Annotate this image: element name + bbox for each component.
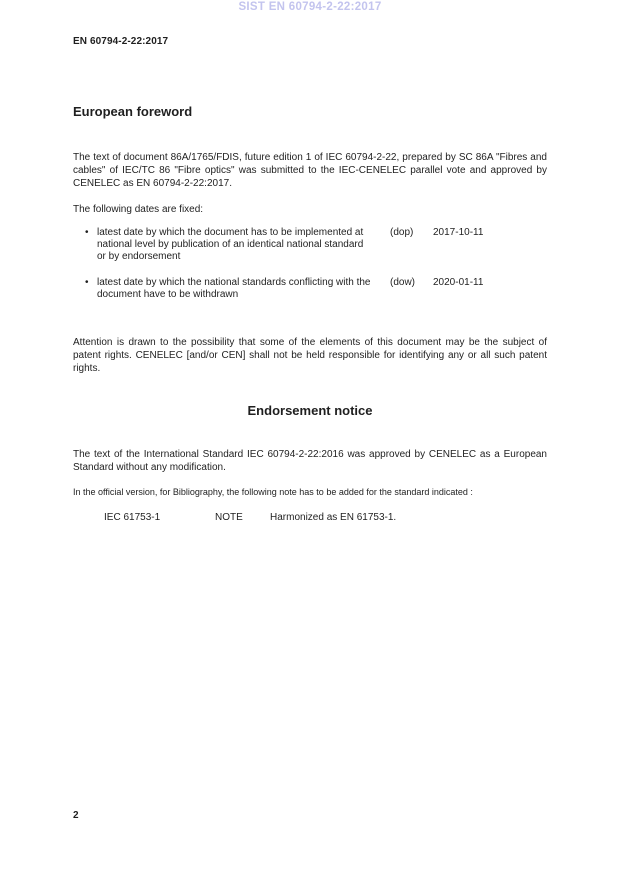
foreword-paragraph: The text of document 86A/1765/FDIS, future edition 1 of IEC 60794-2-22, prepared by SC 86A "Fibres and cables" of IEC/TC 86 "Fibre optics" was submitted to the IEC-CENELEC parallel vote and approved by CENELEC as EN 60794-2-22:2017. — [73, 152, 547, 189]
date-item-dop — [73, 227, 547, 263]
bullet-icon: • — [85, 227, 89, 238]
bibliography-note-row — [73, 512, 547, 524]
dates-intro: The following dates are fixed: — [73, 204, 204, 215]
date-item-value: 2020-01-11 — [433, 277, 484, 288]
note-standard-ref: IEC 61753-1 — [104, 512, 161, 523]
watermark-header: SIST EN 60794-2-22:2017 — [238, 1, 382, 13]
document-reference: EN 60794-2-22:2017 — [73, 36, 169, 47]
page-content — [73, 0, 547, 524]
patent-rights-notice: Attention is drawn to the possibility that some of the elements of this document may be the subject of patent rights. CENELEC [and/or CEN] shall not be held responsible for identifying any or all such patent rights. — [73, 337, 547, 374]
note-label: NOTE — [215, 512, 243, 523]
date-item-label: (dow) — [390, 277, 416, 288]
endorsement-heading: Endorsement notice — [247, 403, 373, 418]
bibliography-note-intro: In the official version, for Bibliography, the following note has to be added for the standard indicated : — [73, 487, 473, 497]
bullet-icon: • — [85, 277, 89, 288]
endorsement-paragraph: The text of the International Standard IEC 60794-2-22:2016 was approved by CENELEC as a European Standard without any modification. — [73, 449, 547, 473]
date-item-text: latest date by which the document has to be implemented at national level by publication of an identical national standard or by endorsement — [97, 227, 364, 262]
date-item-value: 2017-10-11 — [433, 227, 484, 238]
page-number: 2 — [73, 810, 79, 821]
note-text: Harmonized as EN 61753-1. — [270, 512, 397, 523]
date-item-text: latest date by which the national standards conflicting with the document have to be withdrawn — [97, 277, 371, 300]
foreword-heading: European foreword — [73, 104, 193, 119]
date-item-label: (dop) — [390, 227, 414, 238]
date-item-dow — [73, 277, 547, 301]
